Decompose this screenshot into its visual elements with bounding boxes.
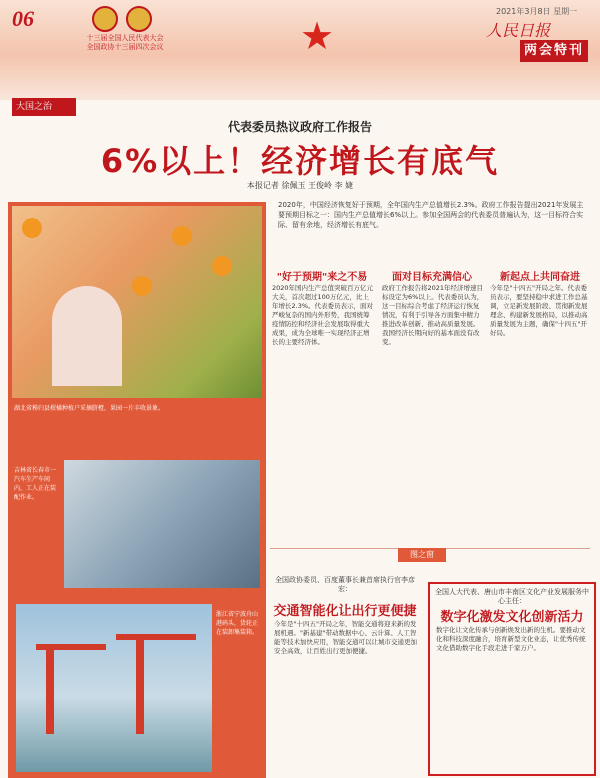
bottom-right-title: 数字化激发文化创新活力 [440, 610, 584, 625]
special-edition-tag: 两会特刊 [520, 40, 588, 62]
crane-arm [36, 644, 106, 650]
bottom-left-head: 全国政协委员、百度董事长兼首席执行官李彦宏： [275, 576, 415, 593]
article-kicker: 代表委员热议政府工作报告 [227, 120, 372, 134]
brand-logo: 人民日报 [486, 23, 551, 40]
orange-harvest-photo [12, 206, 262, 398]
crane-icon [136, 634, 144, 734]
bottom-left-title: 交通智能化让出行更便捷 [273, 604, 417, 619]
subhead-2: 面对目标充满信心 [392, 272, 472, 283]
article-byline: 本报记者 徐佩玉 王俊岭 李 婕 [246, 181, 354, 190]
factory-photo [64, 460, 260, 588]
issue-date: 2021年3月8日 星期一 [496, 7, 578, 16]
bottom-left-text: 今年是"十四五"开局之年，智能交通将迎来新的发展机遇。"新基建"带动数据中心、云计算、人工智能等技术加快应用，智能交通可以让城市交通更加安全高效，让百姓出行更加便捷。 [274, 620, 417, 655]
subhead-1: "好于预期"来之不易 [276, 272, 368, 283]
bottom-right-head: 全国人大代表、唐山市丰南区文化产业发展服务中心主任： [435, 588, 589, 605]
column-text-2: 政府工作报告将2021年经济增速目标设定为6%以上。代表委员认为，这一目标综合考虑了经济运行恢复情况，有利于引导各方面集中精力推进改革创新、推动高质量发展。我国经济长期向好的基本面没有改变。 [382, 284, 484, 346]
photo-caption-2: 吉林省长春市一汽车生产车间内，工人正在装配作业。 [14, 467, 57, 501]
orange-icon [132, 276, 152, 296]
orange-icon [22, 218, 42, 238]
section-label: 大国之治 [12, 98, 76, 116]
photo-caption-3: 浙江省宁波舟山港码头，货轮正在装卸集装箱。 [216, 611, 259, 636]
subhead-3: 新起点上共同奋进 [500, 272, 580, 283]
page-number: 06 [12, 6, 34, 31]
port-photo [16, 604, 212, 772]
npc-emblem-icon [92, 6, 118, 32]
cppcc-emblem-icon [126, 6, 152, 32]
farmer-figure [52, 286, 122, 386]
masthead-banner [0, 0, 600, 100]
article-lead: 2020年，中国经济恢复好于预期，全年国内生产总值增长2.3%。政府工作报告提出2021年发展主要预期目标之一：国内生产总值增长6%以上。参加全国两会的代表委员普遍认为，这一目标符合实际、留有余地，经济增长有底气。 [278, 201, 584, 229]
photo-caption-1: 湖北省秭归县柑橘种植户采摘脐橙，果园一片丰收景象。 [14, 405, 165, 412]
article-headline: 6%以上！经济增长有底气 [100, 142, 500, 180]
orange-icon [172, 226, 192, 246]
star-icon: ★ [300, 14, 335, 58]
congress-names: 十三届全国人民代表大会 全国政协十三届四次会议 [86, 34, 164, 51]
bottom-right-text: 数字化让文化传承与创新焕发出新的生机。要推动文化和科技深度融合，培育新型文化业态，让优秀传统文化借助数字化手段走进千家万户。 [436, 626, 586, 652]
crane-arm [116, 634, 196, 640]
orange-icon [212, 256, 232, 276]
column-text-3: 今年是"十四五"开局之年。代表委员表示，要坚持稳中求进工作总基调，立足新发展阶段、贯彻新发展理念、构建新发展格局，以推动高质量发展为主题，确保"十四五"开好局。 [490, 284, 588, 337]
column-text-1: 2020年国内生产总值突破百万亿元大关，首次超过100万亿元，比上年增长2.3%。代表委员表示，面对严峻复杂的国内外形势，我国统筹疫情防控和经济社会发展取得重大成果，成为全球唯一实现经济正增长的主要经济体。 [272, 284, 374, 346]
bottom-section-label: 图之窗 [398, 548, 446, 562]
crane-icon [46, 644, 54, 734]
